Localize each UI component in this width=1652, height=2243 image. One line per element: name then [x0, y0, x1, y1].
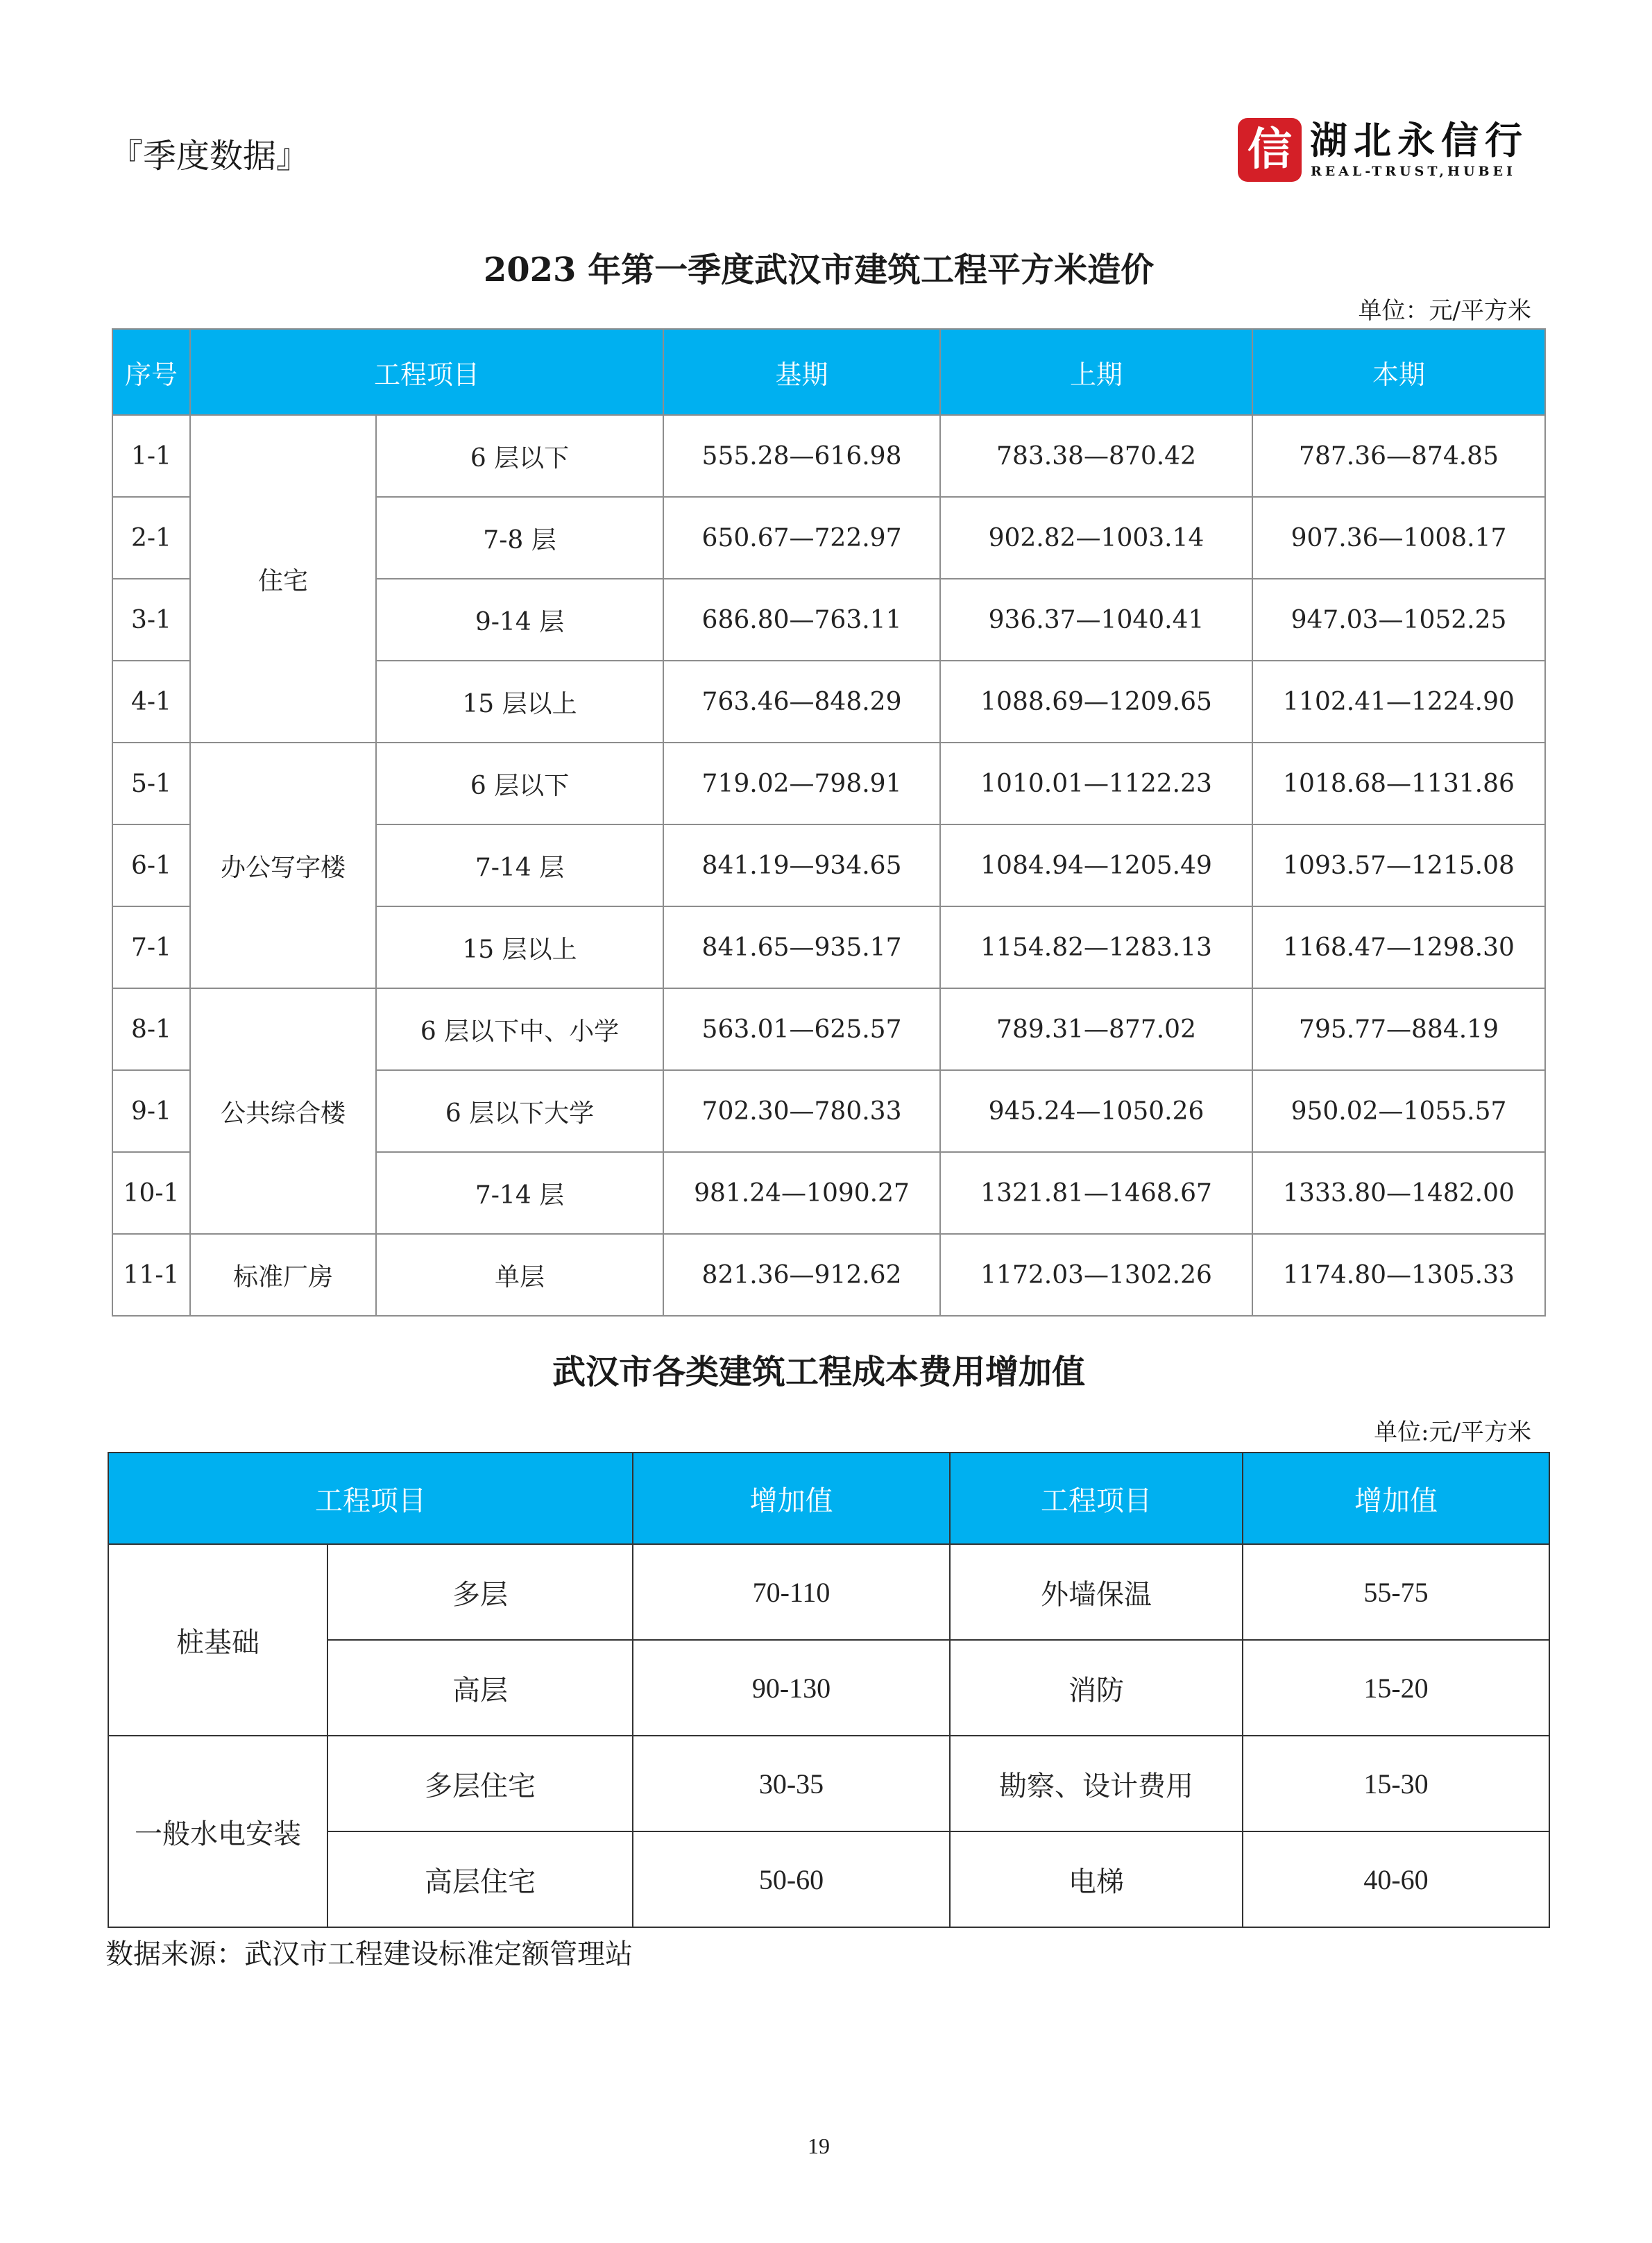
header-prev: 上期: [940, 329, 1252, 415]
seq-cell: 9-1: [112, 1070, 190, 1152]
value-cell: 50-60: [633, 1831, 950, 1927]
curr-cell: 787.36—874.85: [1252, 415, 1545, 497]
header-value-b: 增加值: [1243, 1453, 1549, 1544]
prev-cell: 1010.01—1122.23: [940, 743, 1252, 824]
table-row: [108, 1544, 1549, 1640]
base-cell: 702.30—780.33: [663, 1070, 940, 1152]
item-b-cell: 外墙保温: [950, 1544, 1243, 1640]
curr-cell: 950.02—1055.57: [1252, 1070, 1545, 1152]
item-b-cell: 电梯: [950, 1831, 1243, 1927]
item-cell: 6 层以下: [376, 743, 663, 824]
section-label: 『季度数据』: [110, 137, 310, 176]
seq-cell: 5-1: [112, 743, 190, 824]
base-cell: 719.02—798.91: [663, 743, 940, 824]
base-cell: 821.36—912.62: [663, 1234, 940, 1316]
value-cell: 90-130: [633, 1640, 950, 1736]
table-row: [112, 988, 1545, 1070]
value-cell: 70-110: [633, 1544, 950, 1640]
prev-cell: 1154.82—1283.13: [940, 906, 1252, 988]
seq-cell: 3-1: [112, 579, 190, 661]
header-project-a: 工程项目: [108, 1453, 633, 1544]
curr-cell: 1333.80—1482.00: [1252, 1152, 1545, 1234]
seq-cell: 1-1: [112, 415, 190, 497]
curr-cell: 1174.80—1305.33: [1252, 1234, 1545, 1316]
prev-cell: 789.31—877.02: [940, 988, 1252, 1070]
value-b-cell: 40-60: [1243, 1831, 1549, 1927]
item-cell: 多层: [327, 1544, 633, 1640]
seq-cell: 10-1: [112, 1152, 190, 1234]
prev-cell: 945.24—1050.26: [940, 1070, 1252, 1152]
prev-cell: 936.37—1040.41: [940, 579, 1252, 661]
item-b-cell: 消防: [950, 1640, 1243, 1736]
prev-cell: 1321.81—1468.67: [940, 1152, 1252, 1234]
curr-cell: 1102.41—1224.90: [1252, 661, 1545, 743]
item-cell: 6 层以下大学: [376, 1070, 663, 1152]
item-cell: 15 层以上: [376, 661, 663, 743]
value-b-cell: 15-20: [1243, 1640, 1549, 1736]
item-b-cell: 勘察、设计费用: [950, 1736, 1243, 1831]
cost-increase-table: [108, 1452, 1550, 1928]
curr-cell: 1168.47—1298.30: [1252, 906, 1545, 988]
seq-cell: 6-1: [112, 824, 190, 906]
category-cell: 标准厂房: [190, 1234, 376, 1316]
table2-title: 武汉市各类建筑工程成本费用增加值: [552, 1353, 1085, 1391]
page-number: 19: [808, 2133, 830, 2158]
table-header-row: [108, 1453, 1549, 1544]
item-cell: 单层: [376, 1234, 663, 1316]
prev-cell: 783.38—870.42: [940, 415, 1252, 497]
table-row: [112, 415, 1545, 497]
seq-cell: 4-1: [112, 661, 190, 743]
curr-cell: 1018.68—1131.86: [1252, 743, 1545, 824]
prev-cell: 1088.69—1209.65: [940, 661, 1252, 743]
value-b-cell: 15-30: [1243, 1736, 1549, 1831]
base-cell: 555.28—616.98: [663, 415, 940, 497]
header-base: 基期: [663, 329, 940, 415]
prev-cell: 902.82—1003.14: [940, 497, 1252, 579]
header-seq: 序号: [112, 329, 190, 415]
item-cell: 6 层以下: [376, 415, 663, 497]
item-cell: 7-8 层: [376, 497, 663, 579]
category-cell: 公共综合楼: [190, 988, 376, 1234]
table-row: [108, 1736, 1549, 1831]
category-cell: 办公写字楼: [190, 743, 376, 988]
item-cell: 6 层以下中、小学: [376, 988, 663, 1070]
category-cell: 住宅: [190, 415, 376, 743]
curr-cell: 795.77—884.19: [1252, 988, 1545, 1070]
base-cell: 981.24—1090.27: [663, 1152, 940, 1234]
category-cell: 一般水电安装: [108, 1736, 327, 1927]
prev-cell: 1172.03—1302.26: [940, 1234, 1252, 1316]
item-cell: 高层住宅: [327, 1831, 633, 1927]
table1-unit: 单位：元/平方米: [1358, 297, 1531, 325]
base-cell: 841.19—934.65: [663, 824, 940, 906]
company-english-name: REAL-TRUST,HUBEI: [1311, 164, 1516, 179]
item-cell: 15 层以上: [376, 906, 663, 988]
table1-title: 2023 年第一季度武汉市建筑工程平方米造价: [483, 251, 1155, 289]
header-project-b: 工程项目: [950, 1453, 1243, 1544]
base-cell: 763.46—848.29: [663, 661, 940, 743]
price-table: [112, 328, 1546, 1317]
data-source-note: 数据来源：武汉市工程建设标准定额管理站: [105, 1938, 633, 1970]
seq-cell: 11-1: [112, 1234, 190, 1316]
item-cell: 多层住宅: [327, 1736, 633, 1831]
category-cell: 桩基础: [108, 1544, 327, 1736]
base-cell: 841.65—935.17: [663, 906, 940, 988]
seq-cell: 8-1: [112, 988, 190, 1070]
header-project: 工程项目: [190, 329, 663, 415]
table-row: [112, 1234, 1545, 1316]
base-cell: 686.80—763.11: [663, 579, 940, 661]
value-b-cell: 55-75: [1243, 1544, 1549, 1640]
seal-icon: 信: [1238, 118, 1302, 182]
table2-unit: 单位:元/平方米: [1374, 1419, 1531, 1446]
table-header-row: [112, 329, 1545, 415]
item-cell: 7-14 层: [376, 824, 663, 906]
table-row: [112, 743, 1545, 824]
curr-cell: 1093.57—1215.08: [1252, 824, 1545, 906]
seq-cell: 7-1: [112, 906, 190, 988]
header-curr: 本期: [1252, 329, 1545, 415]
curr-cell: 947.03—1052.25: [1252, 579, 1545, 661]
curr-cell: 907.36—1008.17: [1252, 497, 1545, 579]
company-name: 湖北永信行: [1310, 119, 1528, 162]
item-cell: 7-14 层: [376, 1152, 663, 1234]
item-cell: 9-14 层: [376, 579, 663, 661]
base-cell: 563.01—625.57: [663, 988, 940, 1070]
header-value-a: 增加值: [633, 1453, 950, 1544]
item-cell: 高层: [327, 1640, 633, 1736]
seq-cell: 2-1: [112, 497, 190, 579]
value-cell: 30-35: [633, 1736, 950, 1831]
prev-cell: 1084.94—1205.49: [940, 824, 1252, 906]
base-cell: 650.67—722.97: [663, 497, 940, 579]
